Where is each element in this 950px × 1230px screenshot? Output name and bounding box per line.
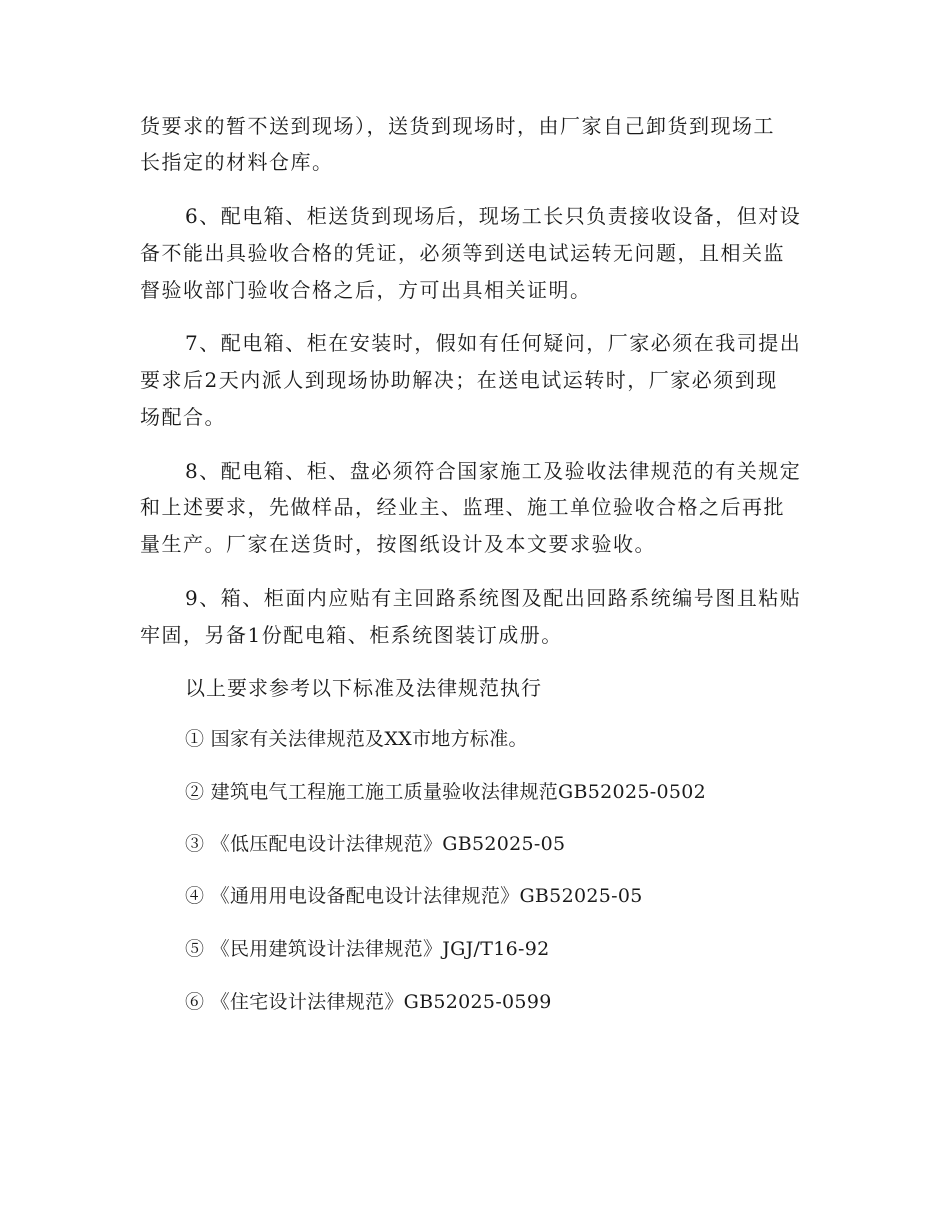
paragraph-9-line: 9、箱、柜面内应贴有主回路系统图及配出回路系统编号图且粘贴: [185, 586, 802, 610]
standard-item: ④ 《通用用电设备配电设计法律规范》GB52025-05: [185, 885, 643, 907]
standard-item: ⑤ 《民用建筑设计法律规范》JGJ/T16-92: [185, 938, 550, 960]
paragraph-8-line: 和上述要求，先做样品，经业主、监理、施工单位验收合格之后再批: [140, 495, 785, 519]
standard-item: ⑥ 《住宅设计法律规范》GB52025-0599: [185, 991, 552, 1013]
standard-item: ① 国家有关法律规范及XX市地方标准。: [185, 728, 528, 750]
paragraph-6-line: 督验收部门验收合格之后，方可出具相关证明。: [140, 278, 592, 302]
paragraph-8-line: 8、配电箱、柜、盘必须符合国家施工及验收法律规范的有关规定: [185, 459, 802, 483]
paragraph-7-line: 7、配电箱、柜在安装时，假如有任何疑问，厂家必须在我司提出: [185, 331, 802, 355]
paragraph-7-line: 要求后2天内派人到现场协助解决；在送电试运转时，厂家必须到现: [140, 368, 778, 392]
paragraph-line: 长指定的材料仓库。: [140, 150, 334, 174]
paragraph-8-line: 量生产。厂家在送货时，按图纸设计及本文要求验收。: [140, 532, 656, 556]
paragraph-6-line: 6、配电箱、柜送货到现场后，现场工长只负责接收设备，但对设: [185, 204, 802, 228]
paragraph-7-line: 场配合。: [140, 405, 226, 429]
standards-intro: 以上要求参考以下标准及法律规范执行: [185, 676, 542, 700]
paragraph-6-line: 备不能出具验收合格的凭证，必须等到送电试运转无问题，且相关监: [140, 241, 785, 265]
standard-item: ③ 《低压配电设计法律规范》GB52025-05: [185, 833, 566, 855]
paragraph-line: 货要求的暂不送到现场），送货到现场时，由厂家自己卸货到现场工: [140, 114, 775, 138]
paragraph-9-line: 牢固，另备1份配电箱、柜系统图装订成册。: [140, 623, 563, 647]
standard-item: ② 建筑电气工程施工施工质量验收法律规范GB52025-0502: [185, 781, 706, 803]
